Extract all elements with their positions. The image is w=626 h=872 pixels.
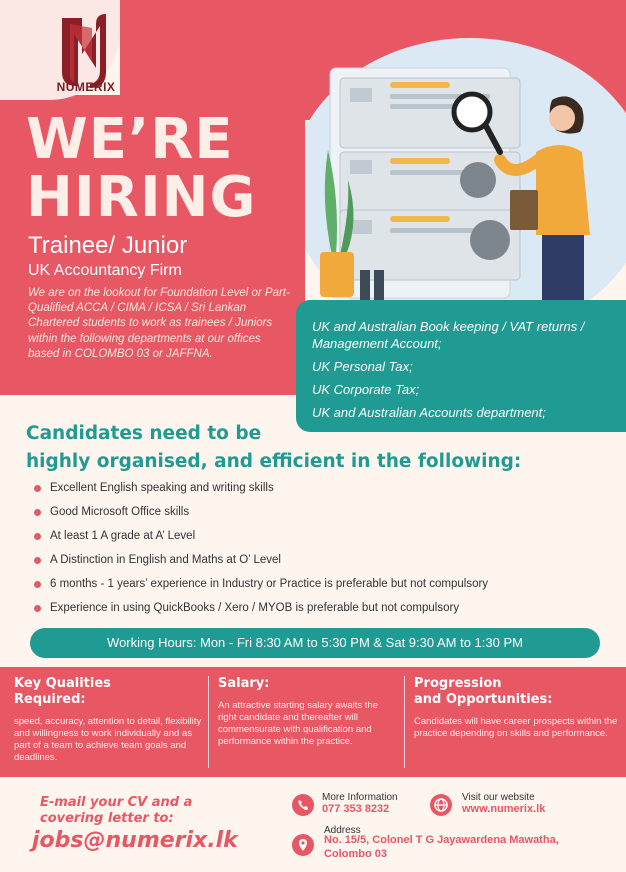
progression-column [414, 676, 619, 740]
brand-name: NUMERIX [56, 80, 116, 94]
firm-subtitle: UK Accountancy Firm [28, 262, 182, 279]
key-qualities-column [14, 676, 204, 764]
location-icon [292, 834, 314, 856]
list-item [34, 502, 604, 526]
salary-text: An attractive starting salary awaits the right candidate and thereafter will commensurate with qualification and performance within the practice. [218, 700, 378, 747]
column-divider [208, 676, 209, 768]
requirement-text: Excellent English speaking and writing skills [50, 482, 274, 494]
list-item [34, 526, 604, 550]
list-item [34, 574, 604, 598]
key-qualities-heading [14, 676, 204, 708]
phone-label: More Information [322, 792, 398, 803]
progression-heading [414, 676, 619, 708]
salary-column [218, 676, 398, 748]
candidates-heading-line-1: Candidates need to be [26, 423, 262, 444]
list-item [34, 478, 604, 502]
numerix-logo [56, 10, 112, 90]
requirement-text: Good Microsoft Office skills [50, 506, 190, 518]
bullet-icon [34, 605, 41, 612]
requirement-text: 6 months - 1 years’ experience in Industry or Practice is preferable but not compulsory [50, 578, 489, 590]
requirement-text: At least 1 A grade at A’ Level [50, 530, 196, 542]
role-title: Trainee/ Junior [28, 232, 188, 259]
phone-number[interactable]: 077 353 8232 [322, 803, 390, 815]
key-qualities-heading-line-2: Required: [14, 692, 86, 707]
departments-list [312, 318, 622, 427]
email-link[interactable]: jobs@numerix.lk [32, 828, 238, 853]
website-label: Visit our website [462, 792, 535, 803]
recruiter-illustration [300, 60, 626, 305]
website-link[interactable]: www.numerix.lk [462, 803, 546, 815]
salary-heading: Salary: [218, 676, 270, 691]
list-item [34, 598, 604, 622]
candidates-heading [26, 420, 521, 476]
address-line-1: No. 15/5, Colonel T G Jayawardena Mawatha, [324, 834, 559, 846]
intro-paragraph: We are on the lookout for Foundation Level or Part-Qualified ACCA / CIMA / ICSA / Sri Lankan Chartered students to work as trainees / Juniors within the following departments at our offices based in COLOMBO 03 or JAFFNA. [28, 287, 290, 360]
progression-heading-line-1: Progression [414, 676, 502, 691]
headline-line-1: WE’RE [26, 107, 234, 172]
department-item: UK Corporate Tax; [312, 382, 420, 397]
department-item: UK Personal Tax; [312, 359, 413, 374]
progression-heading-line-2: and Opportunities: [414, 692, 553, 707]
bullet-icon [34, 557, 41, 564]
department-item: UK and Australian Book keeping / VAT returns / Management Account; [312, 319, 585, 351]
email-instructions-line-2: covering letter to: [40, 811, 174, 826]
bullet-icon [34, 509, 41, 516]
requirement-text: Experience in using QuickBooks / Xero / MYOB is preferable but not compulsory [50, 602, 460, 614]
candidates-heading-line-2: highly organised, and efficient in the following: [26, 451, 522, 472]
email-instructions [40, 795, 192, 827]
department-item: UK and Australian Accounts department; [312, 405, 546, 420]
phone-icon [292, 794, 314, 816]
headline-line-2: HIRING [26, 165, 257, 230]
bullet-icon [34, 533, 41, 540]
key-qualities-text: speed, accuracy, attention to detail, flexibility and willingness to work individually and as part of a team to achieve team goals and deadlines. [14, 716, 202, 763]
address-line-2: Colombo 03 [324, 848, 387, 860]
column-divider [404, 676, 405, 768]
requirement-text: A Distinction in English and Maths at O’ Level [50, 554, 281, 566]
bullet-icon [34, 485, 41, 492]
globe-icon [430, 794, 452, 816]
email-instructions-line-1: E-mail your CV and a [40, 795, 193, 810]
bullet-icon [34, 581, 41, 588]
key-qualities-heading-line-1: Key Qualities [14, 676, 111, 691]
address-label: Address [324, 825, 361, 836]
requirements-list [34, 478, 604, 622]
list-item [34, 550, 604, 574]
progression-text: Candidates will have career prospects within the practice depending on skills and performance. [414, 716, 618, 739]
working-hours-banner: Working Hours: Mon - Fri 8:30 AM to 5:30 PM & Sat 9:30 AM to 1:30 PM [30, 628, 600, 658]
